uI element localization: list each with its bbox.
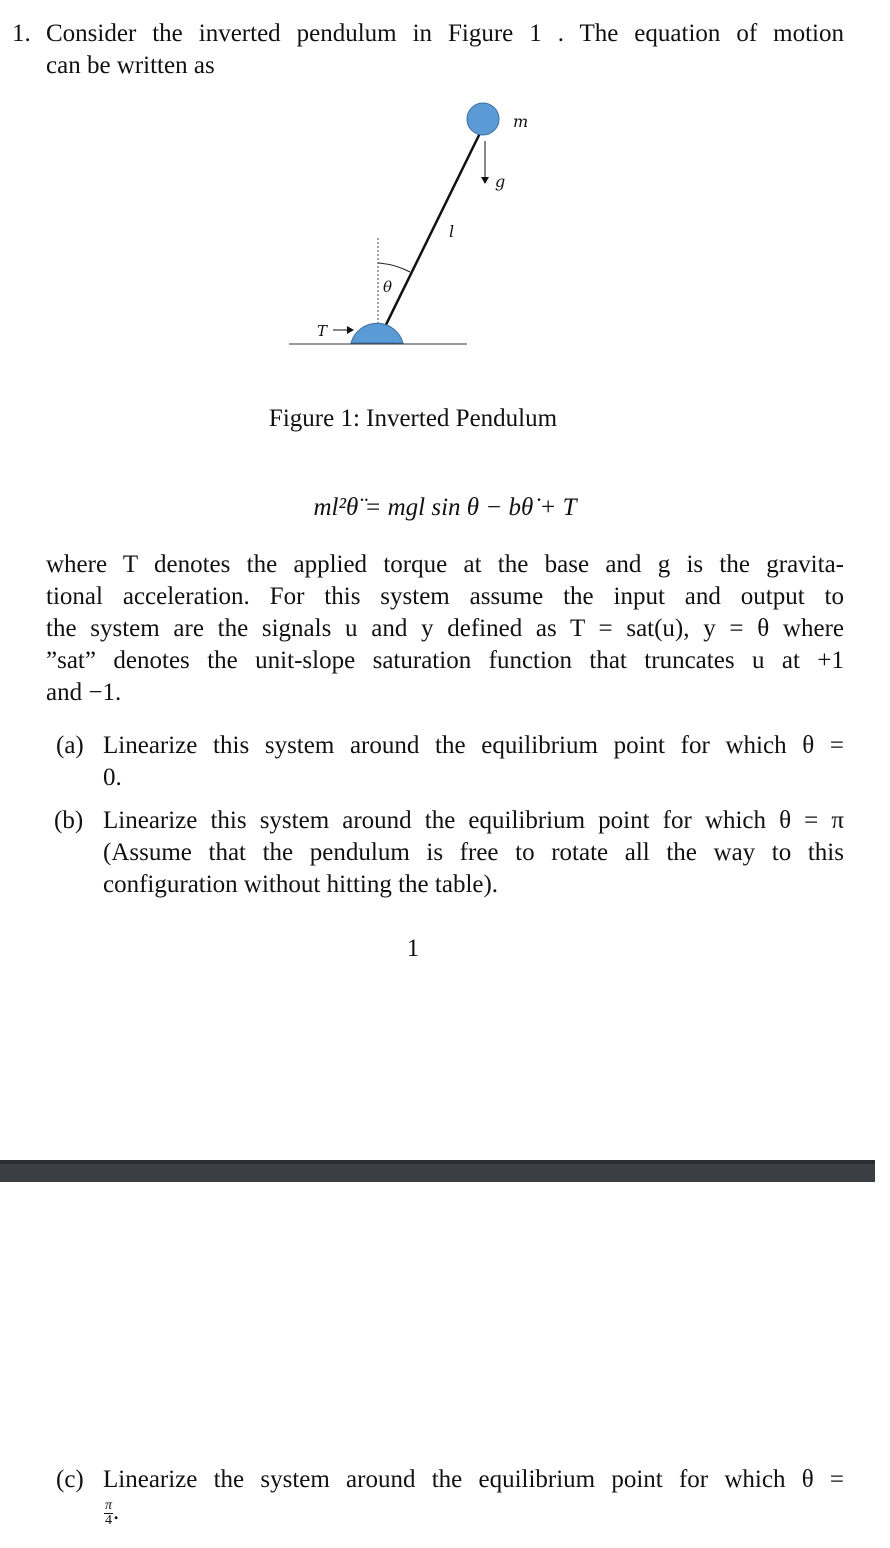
fraction-numerator: π	[105, 1497, 113, 1513]
inverted-pendulum-figure	[285, 95, 529, 355]
gravity-arrow-head	[481, 177, 489, 184]
problem-intro-line1: Consider the inverted pendulum in Figure 1 . The equation of motion	[46, 20, 844, 47]
mass-label: m	[513, 112, 529, 131]
torque-label: T	[317, 322, 328, 340]
problem-number: 1.	[12, 20, 31, 47]
torque-arrow-head	[347, 326, 354, 334]
pendulum-rod	[378, 127, 483, 341]
description-line2: tional acceleration. For this system assume the input and output to	[46, 583, 844, 610]
part-b-label: (b)	[54, 807, 84, 834]
part-c-line1: Linearize the system around the equilibrium point for which θ =	[103, 1466, 844, 1493]
length-label: l	[449, 222, 455, 241]
part-b-line3: configuration without hitting the table).	[103, 871, 499, 898]
part-c-line2	[104, 1496, 119, 1528]
pendulum-mass	[467, 103, 499, 135]
equation-text: ml²θ̈ = mgl sin θ − bθ̇ + T	[313, 494, 577, 521]
part-a-line1: Linearize this system around the equilibrium point for which θ =	[103, 732, 844, 759]
part-b-line2: (Assume that the pendulum is free to rotate all the way to this	[103, 839, 844, 866]
pendulum-base	[351, 323, 403, 343]
gravity-label: g	[495, 172, 506, 191]
angle-arc	[378, 263, 410, 272]
page-2	[0, 1182, 875, 1548]
part-b-line1: Linearize this system around the equilibrium point for which θ = π	[103, 807, 844, 834]
part-c-label: (c)	[56, 1466, 84, 1493]
pi-over-4-fraction	[104, 1499, 113, 1528]
angle-label: θ	[383, 278, 393, 296]
part-a-label: (a)	[56, 732, 84, 759]
part-c-period: .	[113, 1498, 120, 1525]
part-a-line2: 0.	[103, 764, 122, 791]
description-line3: the system are the signals u and y defined as T = sat(u), y = θ where	[46, 615, 844, 642]
page-number: 1	[406, 935, 420, 962]
fraction-denominator: 4	[105, 1512, 112, 1528]
figure-caption: Figure 1: Inverted Pendulum	[268, 405, 558, 432]
equation-of-motion	[0, 492, 890, 524]
description-line5: and −1.	[46, 679, 122, 706]
problem-intro-line2: can be written as	[46, 52, 215, 79]
description-line4: ”sat” denotes the unit-slope saturation function that truncates u at +1	[46, 647, 844, 674]
page-separator	[0, 1160, 875, 1182]
description-line1: where T denotes the applied torque at the base and g is the gravita-	[46, 551, 844, 578]
